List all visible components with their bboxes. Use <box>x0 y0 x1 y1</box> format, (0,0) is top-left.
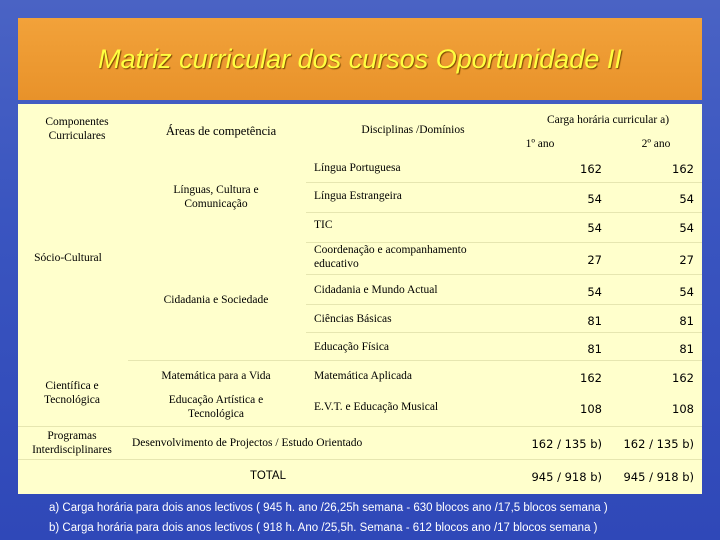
row-disciplina: Educação Física <box>314 341 390 353</box>
footnote-a: a) Carga horária para dois anos lectivos ( 945 h. ano /26,25h semana - 630 blocos ano /17,5 blocos semana ) <box>49 502 608 514</box>
component-cientifica: Científica e Tecnológica <box>43 380 101 406</box>
header-disciplinas: Disciplinas /Domínios <box>361 124 465 136</box>
page-title: Matriz curricular dos cursos Oportunidade II <box>98 43 622 74</box>
component-programas: Programas Interdisciplinares <box>32 430 112 456</box>
row-divider <box>18 459 702 460</box>
total-ano1-value: 945 / 918 b) <box>531 470 602 484</box>
row-ano2-value: 81 <box>679 314 694 328</box>
row-ano2-value: 108 <box>672 402 694 416</box>
row-disciplina: Matemática Aplicada <box>314 370 413 382</box>
header-ano2: 2º ano <box>641 138 671 150</box>
row-divider <box>306 242 702 243</box>
row-ano2-value: 81 <box>679 342 694 356</box>
row-ano2-value: 54 <box>679 285 694 299</box>
projectos-ano1-value: 162 / 135 b) <box>531 437 602 451</box>
row-disciplina: Língua Estrangeira <box>314 190 402 202</box>
total-ano2-value: 945 / 918 b) <box>623 470 694 484</box>
area-desenvolvimento: Desenvolvimento de Projectos / Estudo Orientado <box>132 437 363 449</box>
row-disciplina: Coordenação e acompanhamento educativo <box>314 244 467 270</box>
row-ano1-value: 27 <box>587 253 602 267</box>
component-socio-cultural: Sócio-Cultural <box>34 252 102 264</box>
footnote-b: b) Carga horária para dois anos lectivos ( 918 h. Ano /25,5h. Semana - 612 blocos ano /17 blocos semana ) <box>49 522 598 534</box>
row-ano1-value: 81 <box>587 314 602 328</box>
total-label: TOTAL <box>250 470 286 482</box>
row-ano1-value: 162 <box>580 371 602 385</box>
title-banner <box>18 18 702 100</box>
area-educacao: Educação Artística e Tecnológica <box>168 394 264 420</box>
header-ano1: 1º ano <box>525 138 555 150</box>
header-componentes: Componentes Curriculares <box>45 116 109 142</box>
row-ano1-value: 108 <box>580 402 602 416</box>
row-ano1-value: 162 <box>580 162 602 176</box>
row-ano1-value: 81 <box>587 342 602 356</box>
row-divider <box>306 332 702 333</box>
row-divider <box>128 360 702 361</box>
row-ano2-value: 54 <box>679 192 694 206</box>
header-areas: Áreas de competência <box>165 124 277 138</box>
row-ano2-value: 162 <box>672 162 694 176</box>
projectos-ano2-value: 162 / 135 b) <box>623 437 694 451</box>
row-disciplina: Ciências Básicas <box>314 313 392 325</box>
header-carga: Carga horária curricular a) <box>546 114 670 126</box>
row-divider <box>306 274 702 275</box>
row-ano2-value: 27 <box>679 253 694 267</box>
row-disciplina: Cidadania e Mundo Actual <box>314 284 438 296</box>
row-divider <box>306 182 702 183</box>
row-divider <box>18 426 702 427</box>
row-disciplina: E.V.T. e Educação Musical <box>314 401 439 413</box>
curriculum-table <box>18 104 702 494</box>
row-divider <box>306 304 702 305</box>
row-ano2-value: 162 <box>672 371 694 385</box>
area-matematica: Matemática para a Vida <box>161 370 271 382</box>
row-ano1-value: 54 <box>587 285 602 299</box>
area-linguas: Línguas, Cultura e Comunicação <box>173 184 259 210</box>
area-cidadania: Cidadania e Sociedade <box>163 294 269 306</box>
row-ano1-value: 54 <box>587 192 602 206</box>
row-disciplina: TIC <box>314 219 333 231</box>
row-divider <box>306 212 702 213</box>
row-ano1-value: 54 <box>587 221 602 235</box>
row-ano2-value: 54 <box>679 221 694 235</box>
row-disciplina: Língua Portuguesa <box>314 162 401 174</box>
